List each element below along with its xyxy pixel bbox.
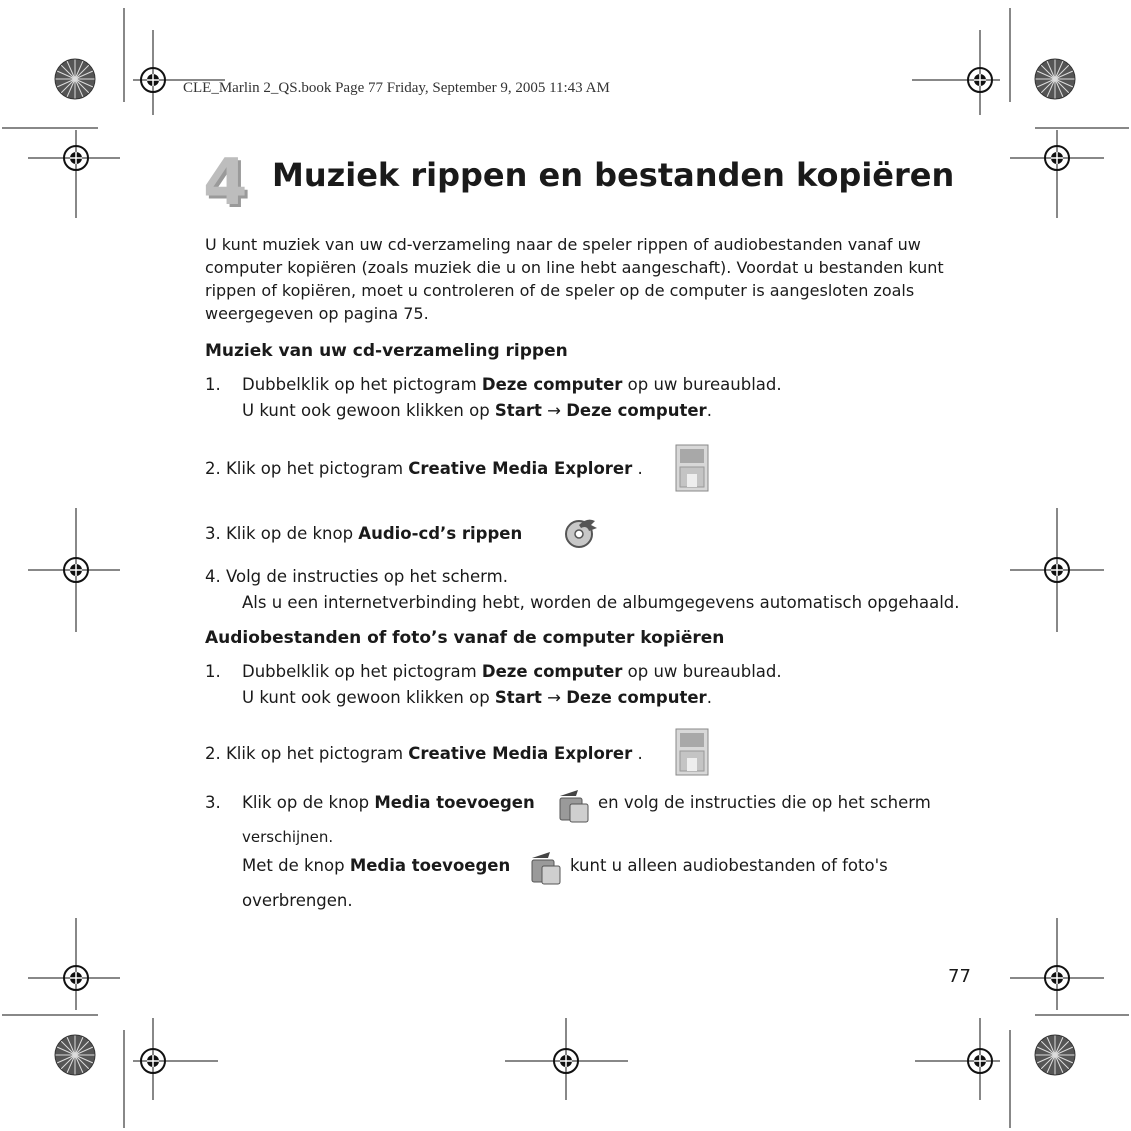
copy-step-3-cont: verschijnen. — [242, 828, 334, 846]
copy-step-3-note-cont: overbrengen. — [242, 891, 353, 910]
rip-step-3: 3. Klik op de knop Audio-cd’s rippen — [205, 524, 523, 543]
copy-step-3-rest: en volg de instructies die op het scherm — [598, 793, 931, 812]
color-wheel-bottom-left-icon — [55, 1035, 95, 1075]
page-number: 77 — [948, 966, 971, 987]
intro-line: U kunt muziek van uw cd-verzameling naar de speler rippen of audiobestanden vanaf uw — [205, 235, 921, 254]
creative-media-explorer-icon — [675, 444, 709, 492]
add-media-icon — [556, 788, 592, 824]
copy-step-2: 2. Klik op het pictogram Creative Media Explorer . — [205, 744, 643, 763]
rip-step-1: 1. Dubbelklik op het pictogram Deze computer op uw bureaublad. — [205, 375, 782, 394]
intro-line: computer kopiëren (zoals muziek die u on line hebt aangeschaft). Voordat u bestanden kunt — [205, 258, 944, 277]
color-wheel-top-right-icon — [1035, 59, 1075, 99]
color-wheel-top-left-icon — [55, 59, 95, 99]
section-heading-copy: Audiobestanden of foto’s vanaf de computer kopiëren — [205, 628, 725, 648]
intro-line: weergegeven op pagina 75. — [205, 304, 429, 323]
rip-step-1-alt: U kunt ook gewoon klikken op Start → Deze computer. — [242, 401, 712, 420]
intro-line: rippen of kopiëren, moet u controleren of de speler op de computer is aangesloten zoals — [205, 281, 915, 300]
copy-step-3-note: Met de knop Media toevoegen — [242, 856, 511, 875]
running-header: CLE_Marlin 2_QS.book Page 77 Friday, September 9, 2005 11:43 AM — [183, 80, 610, 96]
creative-media-explorer-icon — [675, 728, 709, 776]
copy-step-1-alt: U kunt ook gewoon klikken op Start → Deze computer. — [242, 688, 712, 707]
rip-audio-cd-icon — [563, 515, 599, 549]
copy-step-3: 3. Klik op de knop Media toevoegen — [205, 793, 535, 812]
intro-paragraph — [205, 233, 1005, 325]
chapter-title: Muziek rippen en bestanden kopiëren — [272, 156, 955, 194]
add-media-icon — [528, 850, 564, 886]
rip-step-4-note: Als u een internetverbinding hebt, worden de albumgegevens automatisch opgehaald. — [242, 593, 960, 612]
rip-step-2: 2. Klik op het pictogram Creative Media Explorer . — [205, 459, 643, 478]
rip-step-4: 4. Volg de instructies op het scherm. — [205, 567, 508, 586]
copy-step-1: 1. Dubbelklik op het pictogram Deze computer op uw bureaublad. — [205, 662, 782, 681]
chapter-number: 4 — [203, 146, 248, 220]
copy-step-3-note-rest: kunt u alleen audiobestanden of foto's — [570, 856, 888, 875]
section-heading-rip: Muziek van uw cd-verzameling rippen — [205, 341, 568, 361]
color-wheel-bottom-right-icon — [1035, 1035, 1075, 1075]
